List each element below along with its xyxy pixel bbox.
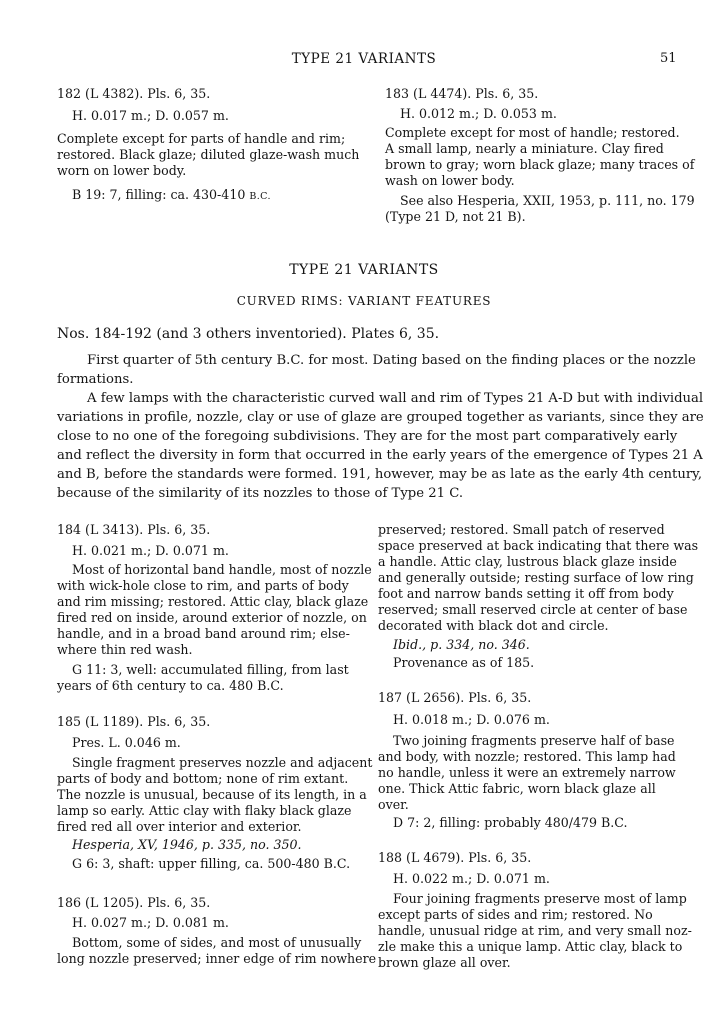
context-line: D 7: 2, filling: probably 480/479 B.C. [393,815,628,830]
intro-line: close to no one of the foregoing subdivisions. They are for the most part comparatively early [57,429,678,444]
see-also-line: See also Hesperia, XXII, 1953, p. 111, no. 179 [400,193,695,208]
description-line: lamp so early. Attic clay with flaky black glaze [57,803,352,818]
catalog-heading-183: 183 (L 4474). Pls. 6, 35. [385,86,539,101]
description-line: brown to gray; worn black glaze; many traces of [385,157,695,172]
catalog-heading-185: 185 (L 1189). Pls. 6, 35. [57,714,211,729]
intro-line: First quarter of 5th century B.C. for most. Dating based on the finding places or the nozzle [87,353,696,368]
description-line: Complete except for most of handle; restored. [385,125,680,140]
reference-line: Ibid., p. 334, no. 346. [393,637,530,652]
intro-line: because of the similarity of its nozzles to those of Type 21 C. [57,486,464,501]
description-line: except parts of sides and rim; restored. No [378,907,653,922]
context-line: years of 6th century to ca. 480 B.C. [57,678,284,693]
context-182 [72,187,271,205]
dimensions-185: Pres. L. 0.046 m. [72,735,181,750]
era-label: B.C. [249,191,271,202]
description-line: one. Thick Attic fabric, worn black glaze all [378,781,656,796]
catalog-heading-188: 188 (L 4679). Pls. 6, 35. [378,850,532,865]
catalog-heading-186: 186 (L 1205). Pls. 6, 35. [57,895,211,910]
description-line: foot and narrow bands setting it off from body [378,586,674,601]
context-line: G 6: 3, shaft: upper filling, ca. 500-480 B.C. [72,856,351,871]
catalog-heading-187: 187 (L 2656). Pls. 6, 35. [378,690,532,705]
description-line: fired red on inside, around exterior of nozzle, on [57,610,367,625]
description-line: with wick-hole close to rim, and parts of body [57,578,349,593]
catalog-heading-184: 184 (L 3413). Pls. 6, 35. [57,522,211,537]
description-line: fired red all over interior and exterior. [57,819,302,834]
description-line: over. [378,797,409,812]
dimensions-183: H. 0.012 m.; D. 0.053 m. [400,106,557,121]
description-line: zle make this a unique lamp. Attic clay, black to [378,939,683,954]
intro-line: and B, before the standards were formed. 191, however, may be as late as the early 4th century, [57,467,703,482]
description-line: wash on lower body. [385,173,515,188]
description-line: The nozzle is unusual, because of its length, in a [57,787,367,802]
intro-line: formations. [57,372,134,387]
description-line: decorated with black dot and circle. [378,618,609,633]
description-line: handle, unusual ridge at rim, and very small noz- [378,923,692,938]
description-line: and generally outside; resting surface of low ring [378,570,694,585]
section-subtitle: CURVED RIMS: VARIANT FEATURES [236,294,492,308]
numbers-heading: Nos. 184-192 (and 3 others inventoried). Plates 6, 35. [57,326,440,342]
description-line: reserved; small reserved circle at center of base [378,602,688,617]
provenance-line: Provenance as of 185. [393,655,535,670]
dimensions-187: H. 0.018 m.; D. 0.076 m. [393,712,550,727]
description-line: restored. Black glaze; diluted glaze-wash much [57,147,360,162]
dimensions-184: H. 0.021 m.; D. 0.071 m. [72,543,229,558]
running-title: TYPE 21 VARIANTS [291,51,437,67]
page-number: 51 [660,51,677,66]
description-line: Complete except for parts of handle and rim; [57,131,346,146]
description-line: preserved; restored. Small patch of reserved [378,522,665,537]
description-line: brown glaze all over. [378,955,511,970]
see-also-line: (Type 21 D, not 21 B). [385,209,526,224]
description-line: a handle. Attic clay, lustrous black glaze inside [378,554,677,569]
description-line: Two joining fragments preserve half of base [393,733,675,748]
intro-line: variations in profile, nozzle, clay or use of glaze are grouped together as variants, since they are [57,410,704,425]
intro-line: A few lamps with the characteristic curved wall and rim of Types 21 A-D but with individual [87,391,704,406]
catalog-heading-182: 182 (L 4382). Pls. 6, 35. [57,86,211,101]
context-text: B 19: 7, filling: ca. 430-410 [72,187,246,202]
description-line: Most of horizontal band handle, most of nozzle [72,562,372,577]
description-line: parts of body and bottom; none of rim extant. [57,771,349,786]
description-line: Bottom, some of sides, and most of unusually [72,935,362,950]
description-line: where thin red wash. [57,642,193,657]
dimensions-182: H. 0.017 m.; D. 0.057 m. [72,108,229,123]
description-line: space preserved at back indicating that there was [378,538,699,553]
description-line: and body, with nozzle; restored. This lamp had [378,749,676,764]
intro-line: and reflect the diversity in form that occurred in the early years of the emergence of Types 21 A [57,448,703,463]
dimensions-188: H. 0.022 m.; D. 0.071 m. [393,871,550,886]
description-line: and rim missing; restored. Attic clay, black glaze [57,594,369,609]
dimensions-186: H. 0.027 m.; D. 0.081 m. [72,915,229,930]
description-line: Four joining fragments preserve most of lamp [393,891,687,906]
description-line: long nozzle preserved; inner edge of rim nowhere [57,951,377,966]
description-line: A small lamp, nearly a miniature. Clay fired [385,141,664,156]
description-line: worn on lower body. [57,163,187,178]
description-line: handle, and in a broad band around rim; else- [57,626,350,641]
description-line: Single fragment preserves nozzle and adjacent [72,755,373,770]
reference-line: Hesperia, XV, 1946, p. 335, no. 350. [72,837,302,852]
section-title: TYPE 21 VARIANTS [289,262,439,278]
description-line: no handle, unless it were an extremely narrow [378,765,676,780]
context-line: G 11: 3, well: accumulated filling, from last [72,662,349,677]
